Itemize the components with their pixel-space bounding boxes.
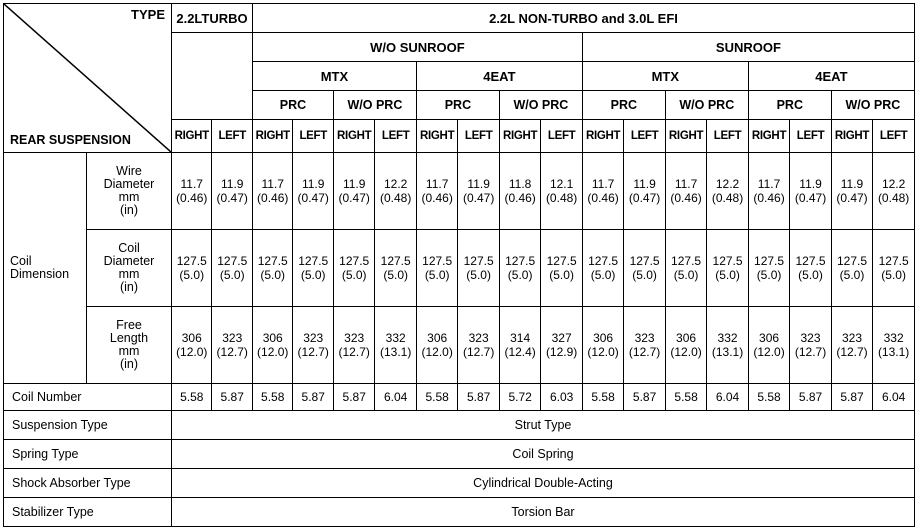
header-left: LEFT — [212, 120, 253, 153]
header-sunroof: SUNROOF — [582, 33, 914, 62]
coil-diameter-cell — [873, 230, 915, 307]
coil-diameter-mm: 127.5 — [257, 254, 288, 268]
coil-diameter-in: (5.0) — [466, 268, 491, 282]
coil-diameter-cell — [707, 230, 748, 307]
wire-diameter-in: (0.48) — [545, 191, 578, 205]
suspension-type-value: Strut Type — [172, 411, 915, 440]
coil-diameter-label: Coil Diameter mm (in) — [86, 230, 171, 307]
header-4eat: 4EAT — [748, 62, 914, 91]
header-4eat: 4EAT — [416, 62, 582, 91]
wire-diameter-cell — [665, 153, 706, 230]
coil-diameter-cell — [624, 230, 665, 307]
free-length-mm: 306 — [676, 331, 697, 345]
free-length-in: (12.0) — [670, 345, 702, 359]
free-length-in: (12.7) — [216, 345, 248, 359]
free-length-in: (12.0) — [176, 345, 208, 359]
free-length-mm: 332 — [883, 331, 904, 345]
coil-number-cell: 5.72 — [499, 384, 540, 411]
header-right: RIGHT — [172, 120, 212, 153]
coil-number-cell: 5.58 — [416, 384, 457, 411]
free-length-cell — [873, 307, 915, 384]
coil-diameter-mm: 127.5 — [546, 254, 577, 268]
free-length-cell — [499, 307, 540, 384]
coil-diameter-mm: 127.5 — [298, 254, 329, 268]
header-prc: PRC — [416, 91, 499, 120]
header-wo-prc: W/O PRC — [499, 91, 582, 120]
header-nonturbo: 2.2L NON-TURBO and 3.0L EFI — [252, 4, 914, 33]
free-length-mm: 314 — [510, 331, 531, 345]
coil-diameter-in: (5.0) — [219, 268, 245, 282]
coil-diameter-cell — [831, 230, 872, 307]
wire-diameter-cell — [172, 153, 212, 230]
free-length-mm: 327 — [551, 331, 572, 345]
wire-diameter-label: Wire Diameter mm (in) — [86, 153, 171, 230]
coil-diameter-cell — [212, 230, 253, 307]
header-left: LEFT — [707, 120, 748, 153]
header-wo-sunroof: W/O SUNROOF — [252, 33, 582, 62]
coil-diameter-mm: 127.5 — [463, 254, 494, 268]
coil-number-cell: 6.03 — [541, 384, 582, 411]
header-right: RIGHT — [252, 120, 292, 153]
wire-diameter-mm: 11.7 — [591, 177, 615, 191]
coil-diameter-cell — [172, 230, 212, 307]
wire-diameter-cell — [252, 153, 292, 230]
coil-diameter-in: (5.0) — [341, 268, 367, 282]
wire-diameter-in: (0.48) — [711, 191, 744, 205]
header-left: LEFT — [541, 120, 582, 153]
coil-diameter-in: (5.0) — [179, 268, 205, 282]
free-length-cell — [375, 307, 416, 384]
spring-type-value: Coil Spring — [172, 440, 915, 469]
free-length-mm: 306 — [181, 331, 202, 345]
diagonal-divider — [4, 4, 171, 152]
turbo-blank-cell — [172, 33, 253, 120]
header-wo-prc: W/O PRC — [831, 91, 914, 120]
wire-diameter-mm: 11.9 — [840, 177, 864, 191]
coil-diameter-cell — [375, 230, 416, 307]
wire-diameter-in: (0.47) — [338, 191, 370, 205]
coil-number-cell: 5.58 — [252, 384, 292, 411]
wire-diameter-cell — [624, 153, 665, 230]
header-prc: PRC — [252, 91, 333, 120]
coil-diameter-mm: 127.5 — [380, 254, 411, 268]
wire-diameter-mm: 11.7 — [180, 177, 203, 191]
free-length-in: (12.0) — [587, 345, 619, 359]
header-turbo: 2.2LTURBO — [172, 4, 253, 33]
coil-diameter-cell — [333, 230, 374, 307]
wire-diameter-in: (0.46) — [257, 191, 289, 205]
suspension-type-label: Suspension Type — [4, 411, 172, 440]
wire-diameter-cell — [212, 153, 253, 230]
wire-diameter-mm: 11.7 — [425, 177, 449, 191]
free-length-cell — [252, 307, 292, 384]
coil-diameter-cell — [790, 230, 831, 307]
wire-diameter-cell — [499, 153, 540, 230]
header-left: LEFT — [375, 120, 416, 153]
free-length-in: (12.7) — [836, 345, 868, 359]
free-length-in: (13.1) — [877, 345, 910, 359]
coil-diameter-cell — [416, 230, 457, 307]
header-left: LEFT — [624, 120, 665, 153]
header-mtx: MTX — [252, 62, 416, 91]
free-length-cell — [748, 307, 789, 384]
wire-diameter-in: (0.47) — [794, 191, 827, 205]
coil-diameter-mm: 127.5 — [505, 254, 536, 268]
wire-diameter-cell — [333, 153, 374, 230]
coil-diameter-in: (5.0) — [507, 268, 533, 282]
coil-diameter-in: (5.0) — [300, 268, 326, 282]
wire-diameter-mm: 11.9 — [342, 177, 366, 191]
coil-diameter-mm: 127.5 — [339, 254, 370, 268]
header-left: LEFT — [873, 120, 915, 153]
coil-diameter-mm: 127.5 — [754, 254, 785, 268]
coil-diameter-mm: 127.5 — [217, 254, 248, 268]
free-length-cell — [172, 307, 212, 384]
free-length-in: (12.7) — [338, 345, 370, 359]
wire-diameter-in: (0.47) — [836, 191, 868, 205]
coil-diameter-mm: 127.5 — [422, 254, 453, 268]
coil-diameter-mm: 127.5 — [671, 254, 702, 268]
rear-suspension-label: REAR SUSPENSION — [10, 133, 131, 147]
header-right: RIGHT — [582, 120, 623, 153]
wire-diameter-cell — [707, 153, 748, 230]
coil-number-cell: 5.58 — [172, 384, 212, 411]
free-length-mm: 332 — [385, 331, 406, 345]
free-length-cell — [458, 307, 499, 384]
wire-diameter-cell — [748, 153, 789, 230]
wire-diameter-cell — [831, 153, 872, 230]
free-length-cell — [416, 307, 457, 384]
coil-diameter-in: (5.0) — [715, 268, 740, 282]
free-length-cell — [293, 307, 333, 384]
free-length-mm: 323 — [303, 331, 324, 345]
coil-number-cell: 5.58 — [582, 384, 623, 411]
coil-number-cell: 5.58 — [748, 384, 789, 411]
coil-diameter-mm: 127.5 — [588, 254, 619, 268]
free-length-in: (12.0) — [753, 345, 785, 359]
wire-diameter-in: (0.48) — [380, 191, 412, 205]
free-length-mm: 323 — [841, 331, 863, 345]
wire-diameter-mm: 11.8 — [508, 177, 532, 191]
rear-suspension-spec-table — [3, 3, 915, 527]
coil-number-cell: 5.87 — [458, 384, 499, 411]
header-left: LEFT — [790, 120, 831, 153]
coil-diameter-cell — [541, 230, 582, 307]
wire-diameter-cell — [541, 153, 582, 230]
free-length-label: Free Length mm (in) — [86, 307, 171, 384]
free-length-in: (13.1) — [711, 345, 744, 359]
free-length-in: (12.9) — [545, 345, 578, 359]
free-length-mm: 323 — [468, 331, 489, 345]
free-length-mm: 323 — [344, 331, 365, 345]
coil-diameter-in: (5.0) — [424, 268, 450, 282]
wire-diameter-in: (0.46) — [421, 191, 453, 205]
wire-diameter-mm: 12.2 — [384, 177, 408, 191]
header-prc: PRC — [748, 91, 831, 120]
corner-header-cell — [4, 4, 172, 153]
wire-diameter-in: (0.47) — [297, 191, 329, 205]
free-length-in: (12.0) — [257, 345, 289, 359]
coil-diameter-mm: 127.5 — [176, 254, 207, 268]
wire-diameter-mm: 11.7 — [757, 177, 781, 191]
header-left: LEFT — [458, 120, 499, 153]
coil-number-cell: 5.87 — [624, 384, 665, 411]
wire-diameter-in: (0.46) — [176, 191, 208, 205]
coil-number-cell: 6.04 — [375, 384, 416, 411]
coil-diameter-mm: 127.5 — [629, 254, 660, 268]
wire-diameter-mm: 11.9 — [301, 177, 325, 191]
wire-diameter-mm: 11.9 — [799, 177, 822, 191]
wire-diameter-in: (0.48) — [877, 191, 910, 205]
coil-diameter-in: (5.0) — [632, 268, 657, 282]
wire-diameter-mm: 11.7 — [674, 177, 698, 191]
coil-number-cell: 6.04 — [873, 384, 915, 411]
header-right: RIGHT — [748, 120, 789, 153]
free-length-mm: 323 — [222, 331, 243, 345]
free-length-cell — [790, 307, 831, 384]
wire-diameter-mm: 12.2 — [881, 177, 906, 191]
free-length-cell — [212, 307, 253, 384]
coil-diameter-cell — [458, 230, 499, 307]
coil-diameter-in: (5.0) — [839, 268, 865, 282]
wire-diameter-mm: 12.1 — [549, 177, 574, 191]
coil-number-cell: 5.87 — [831, 384, 872, 411]
header-right: RIGHT — [416, 120, 457, 153]
free-length-mm: 323 — [800, 331, 821, 345]
wire-diameter-cell — [790, 153, 831, 230]
wire-diameter-in: (0.47) — [216, 191, 248, 205]
wire-diameter-in: (0.46) — [753, 191, 785, 205]
coil-number-cell: 5.87 — [333, 384, 374, 411]
free-length-in: (12.7) — [462, 345, 495, 359]
free-length-mm: 332 — [717, 331, 738, 345]
wire-diameter-in: (0.47) — [462, 191, 495, 205]
free-length-mm: 306 — [759, 331, 780, 345]
stabilizer-type-label: Stabilizer Type — [4, 498, 172, 527]
coil-number-cell: 5.58 — [665, 384, 706, 411]
free-length-cell — [831, 307, 872, 384]
wire-diameter-in: (0.47) — [628, 191, 661, 205]
free-length-mm: 306 — [427, 331, 448, 345]
wire-diameter-mm: 11.9 — [467, 177, 490, 191]
wire-diameter-cell — [458, 153, 499, 230]
shock-absorber-type-value: Cylindrical Double-Acting — [172, 469, 915, 498]
coil-number-label: Coil Number — [4, 384, 172, 411]
stabilizer-type-value: Torsion Bar — [172, 498, 915, 527]
free-length-cell — [582, 307, 623, 384]
wire-diameter-in: (0.46) — [670, 191, 702, 205]
free-length-cell — [624, 307, 665, 384]
free-length-mm: 306 — [593, 331, 614, 345]
coil-diameter-cell — [582, 230, 623, 307]
header-prc: PRC — [582, 91, 665, 120]
wire-diameter-mm: 11.7 — [261, 177, 284, 191]
wire-diameter-mm: 12.2 — [715, 177, 740, 191]
free-length-mm: 306 — [262, 331, 283, 345]
type-label: TYPE — [131, 7, 165, 22]
header-right: RIGHT — [665, 120, 706, 153]
coil-diameter-mm: 127.5 — [878, 254, 909, 268]
coil-diameter-in: (5.0) — [549, 268, 574, 282]
shock-absorber-type-label: Shock Absorber Type — [4, 469, 172, 498]
coil-diameter-cell — [499, 230, 540, 307]
coil-number-cell: 5.87 — [212, 384, 253, 411]
coil-diameter-in: (5.0) — [798, 268, 823, 282]
header-right: RIGHT — [333, 120, 374, 153]
wire-diameter-in: (0.46) — [504, 191, 536, 205]
coil-diameter-mm: 127.5 — [795, 254, 826, 268]
coil-diameter-in: (5.0) — [881, 268, 906, 282]
free-length-in: (12.7) — [628, 345, 661, 359]
header-wo-prc: W/O PRC — [333, 91, 416, 120]
free-length-in: (13.1) — [380, 345, 412, 359]
coil-number-cell: 5.87 — [790, 384, 831, 411]
free-length-cell — [707, 307, 748, 384]
wire-diameter-cell — [375, 153, 416, 230]
coil-diameter-cell — [293, 230, 333, 307]
coil-number-cell: 5.87 — [293, 384, 333, 411]
coil-diameter-in: (5.0) — [260, 268, 286, 282]
coil-diameter-cell — [748, 230, 789, 307]
spring-type-label: Spring Type — [4, 440, 172, 469]
free-length-cell — [333, 307, 374, 384]
free-length-cell — [665, 307, 706, 384]
free-length-cell — [541, 307, 582, 384]
coil-diameter-in: (5.0) — [756, 268, 782, 282]
wire-diameter-mm: 11.9 — [633, 177, 656, 191]
wire-diameter-mm: 11.9 — [221, 177, 244, 191]
wire-diameter-in: (0.46) — [587, 191, 619, 205]
wire-diameter-cell — [293, 153, 333, 230]
free-length-mm: 323 — [634, 331, 655, 345]
free-length-in: (12.7) — [297, 345, 329, 359]
free-length-in: (12.7) — [794, 345, 827, 359]
header-wo-prc: W/O PRC — [665, 91, 748, 120]
coil-diameter-in: (5.0) — [590, 268, 616, 282]
header-mtx: MTX — [582, 62, 748, 91]
header-left: LEFT — [293, 120, 333, 153]
coil-diameter-mm: 127.5 — [712, 254, 743, 268]
coil-diameter-mm: 127.5 — [836, 254, 868, 268]
coil-dimension-label: Coil Dimension — [4, 153, 87, 384]
coil-number-cell: 6.04 — [707, 384, 748, 411]
header-right: RIGHT — [831, 120, 872, 153]
free-length-in: (12.4) — [504, 345, 536, 359]
header-right: RIGHT — [499, 120, 540, 153]
coil-diameter-in: (5.0) — [383, 268, 409, 282]
coil-diameter-cell — [665, 230, 706, 307]
wire-diameter-cell — [873, 153, 915, 230]
coil-diameter-cell — [252, 230, 292, 307]
coil-diameter-in: (5.0) — [673, 268, 699, 282]
wire-diameter-cell — [416, 153, 457, 230]
wire-diameter-cell — [582, 153, 623, 230]
free-length-in: (12.0) — [421, 345, 453, 359]
